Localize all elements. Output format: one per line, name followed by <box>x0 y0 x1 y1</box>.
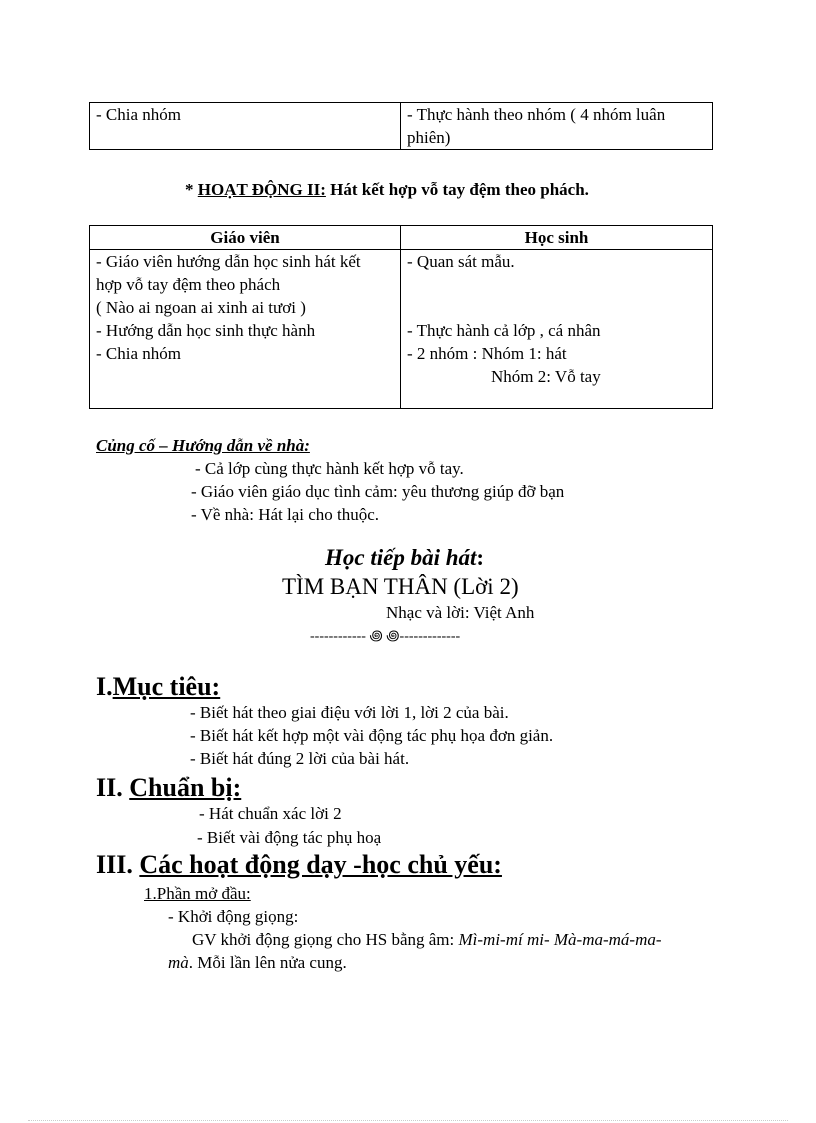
section1-heading <box>96 672 220 702</box>
student-line: - Thực hành cả lớp , cá nhân <box>407 321 601 340</box>
teacher-line: - Giáo viên hướng dẫn học sinh hát kết <box>96 252 361 271</box>
teacher-line: - Chia nhóm <box>96 344 181 363</box>
kicker-text: Học tiếp bài hát <box>325 545 477 570</box>
heading-prefix: * <box>185 180 198 199</box>
table-header-row <box>90 226 713 250</box>
consolidation-heading: Củng cố – Hướng dẫn về nhà: <box>96 436 310 455</box>
consolidation-item: - Cả lớp cùng thực hành kết hợp vỗ tay. <box>195 459 464 478</box>
ornament-divider: ------------ ꩜ ꩜------------- <box>310 629 461 644</box>
section2-heading <box>96 773 241 803</box>
activity2-heading <box>185 178 589 201</box>
paragraph-text: GV khởi động giọng cho HS bằng âm: <box>192 930 459 949</box>
section-title: Các hoạt động dạy -học chủ yếu: <box>139 850 502 879</box>
teacher-line: - Hướng dẫn học sinh thực hành <box>96 321 316 340</box>
section-number: II. <box>96 773 130 802</box>
activity-table <box>89 225 713 409</box>
cell-text: - Chia nhóm <box>96 105 181 124</box>
song-author: Nhạc và lời: Việt Anh <box>386 603 535 622</box>
teacher-line: ( Nào ai ngoan ai xinh ai tươi ) <box>96 298 306 317</box>
column-header-student: Học sinh <box>401 226 713 250</box>
top-table <box>89 102 713 150</box>
section-number: I. <box>96 672 113 701</box>
section3-subheading: 1.Phần mở đầu: <box>144 884 251 903</box>
student-line: - 2 nhóm : Nhóm 1: hát <box>407 344 567 363</box>
student-line: Nhóm 2: Vỗ tay <box>491 367 601 386</box>
student-cell <box>401 250 713 409</box>
section2-item: - Hát chuẩn xác lời 2 <box>199 804 342 823</box>
table-cell <box>401 103 713 150</box>
consolidation-item: - Về nhà: Hát lại cho thuộc. <box>191 505 380 524</box>
song-title: TÌM BẠN THÂN (Lời 2) <box>282 574 519 599</box>
student-line: - Quan sát mẫu. <box>407 252 515 271</box>
table-row <box>90 250 713 409</box>
page-bottom-rule <box>28 1120 788 1121</box>
section-title: Chuẩn bị: <box>129 773 242 802</box>
activity2-subtitle: Hát kết hợp vỗ tay đệm theo phách. <box>325 180 589 199</box>
paragraph-italic: Mì-mi-mí mi- Mà-ma-má-ma- <box>458 930 662 949</box>
teacher-cell <box>90 250 401 409</box>
consolidation-item: - Giáo viên giáo dục tình cảm: yêu thương giúp đỡ bạn <box>191 482 565 501</box>
cell-text: phiên) <box>407 128 451 147</box>
cell-text: - Thực hành theo nhóm ( 4 nhóm luân <box>407 105 666 124</box>
paragraph-text: . Mỗi lần lên nửa cung. <box>188 953 347 972</box>
section1-item: - Biết hát đúng 2 lời của bài hát. <box>190 749 410 768</box>
teacher-line: hợp vỗ tay đệm theo phách <box>96 275 281 294</box>
section3-heading <box>96 850 502 880</box>
section3-item: - Khởi động giọng: <box>168 907 299 926</box>
column-header-teacher: Giáo viên <box>90 226 401 250</box>
section-number: III. <box>96 850 140 879</box>
activity2-title: HOẠT ĐỘNG II: <box>197 180 326 199</box>
section2-item: - Biết vài động tác phụ hoạ <box>197 828 382 847</box>
paragraph-italic: mà <box>168 953 189 972</box>
section1-item: - Biết hát kết hợp một vài động tác phụ họa đơn giản. <box>190 726 554 745</box>
section3-paragraph-cont <box>168 951 347 974</box>
section1-item: - Biết hát theo giai điệu với lời 1, lời 2 của bài. <box>190 703 509 722</box>
section3-paragraph <box>192 928 662 951</box>
table-row <box>90 103 713 150</box>
table-cell <box>90 103 401 150</box>
section-title: Mục tiêu: <box>112 672 221 701</box>
kicker-colon: : <box>476 545 485 570</box>
lesson-kicker <box>325 545 484 571</box>
